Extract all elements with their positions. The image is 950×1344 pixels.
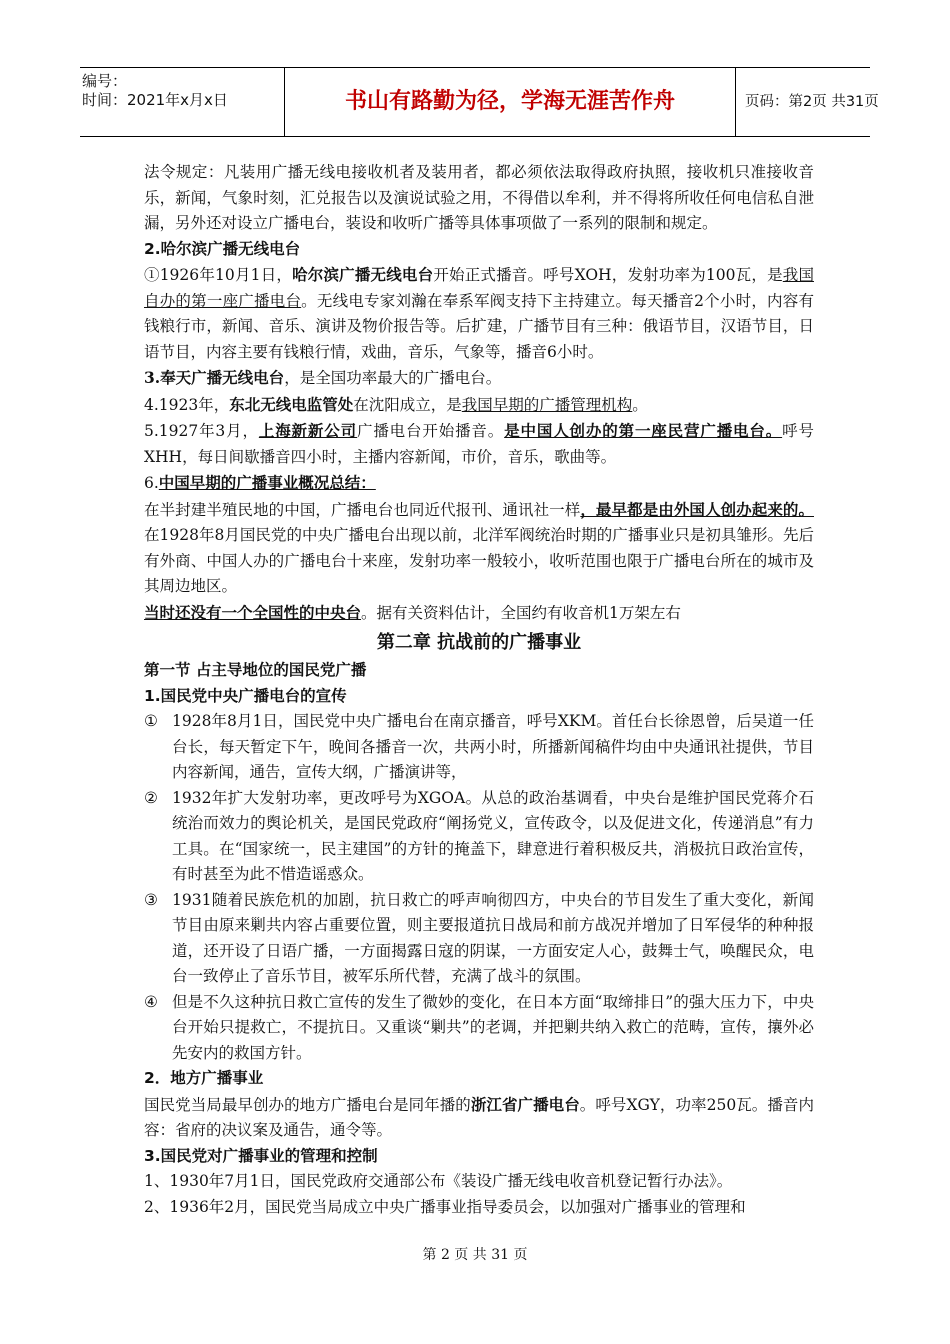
header-page-info: 页码：第2页 共31页: [745, 94, 879, 110]
list-item: ④ 但是不久这种抗日救亡宣传的发生了微妙的变化，在日本方面“取缔排日”的强大压力下，中央台开始只提救亡，不提抗日。又重谈“剿共”的老调，并把剿共纳入救亡的范畴，宣传，攘外必先安内的救国方针。: [144, 992, 814, 1062]
paragraph: 6.中国早期的广播事业概况总结：: [144, 473, 376, 492]
page-footer: 第 2 页 共 31 页: [422, 1247, 528, 1263]
list-item: ③ 1931随着民族危机的加剧，抗日救亡的呼声响彻四方，中央台的节目发生了重大变化，新闻节目由原来剿共内容占重要位置，则主要报道抗日战局和前方战况并增加了日军侵华的种种报道，还开设了日语广播，一方面揭露日寇的阴谋，一方面安定人心，鼓舞士气，唤醒民众，电台一致停止了音乐节目，被军乐所代替，充满了战斗的氛围。: [144, 890, 814, 985]
subheading: 3.国民党对广播事业的管理和控制: [144, 1146, 378, 1165]
paragraph: 5.1927年3月，上海新新公司广播电台开始播音。是中国人创办的第一座民营广播电台。呼号XHH，每日间歇播音四小时，主播内容新闻，市价，音乐，歌曲等。: [144, 421, 814, 466]
paragraph: 在半封建半殖民地的中国，广播电台也同近代报刊、通讯社一样，最早都是由外国人创办起来的。在1928年8月国民党的中央广播电台出现以前，北洋军阀统治时期的广播事业只是初具雏形。先后有外商、中国人办的广播电台十来座，发射功率一般较小，收听范围也限于广播电台所在的城市及其周边地区。: [144, 499, 814, 595]
paragraph: 当时还没有一个全国性的中央台。据有关资料估计，全国约有收音机1万架左右: [144, 602, 681, 622]
section-title: 第一节 占主导地位的国民党广播: [144, 661, 367, 679]
paragraph: 法令规定：凡装用广播无线电接收机者及装用者，都必须依法取得政府执照，接收机只准接收音乐，新闻，气象时刻，汇兑报告以及演说试验之用，不得借以牟利，并不得将所收任何电信私自泄漏，另外还对设立广播电台，装设和收听广播等具体事项做了一系列的限制和规定。: [144, 163, 814, 232]
paragraph: ①1926年10月1日，哈尔滨广播无线电台开始正式播音。呼号XOH，发射功率为100瓦，是我国自办的第一座广播电台。无线电专家刘瀚在奉系军阀支持下主持建立。每天播音2个小时，内容有钱粮行市，新闻、音乐、演讲及物价报告等。后扩建，广播节目有三种：俄语节目，汉语节目，日语节目，内容主要有钱粮行情，戏曲，音乐，气象等，播音6小时。: [144, 265, 814, 361]
list-item: ① 1928年8月1日，国民党中央广播电台在南京播音，呼号XKM。首任台长徐恩曾，后吴道一任台长，每天暂定下午，晚间各播音一次，共两小时，所播新闻稿件均由中央通讯社提供，节目内容新闻，通告，宣传大纲，广播演讲等，: [144, 712, 814, 781]
paragraph: 2、1936年2月，国民党当局成立中央广播事业指导委员会，以加强对广播事业的管理和: [144, 1197, 746, 1216]
subheading: 1.国民党中央广播电台的宣传: [144, 686, 347, 705]
subheading: 2．地方广播事业: [144, 1069, 264, 1087]
chapter-title: 第二章 抗战前的广播事业: [376, 632, 582, 653]
paragraph: 国民党当局最早创办的地方广播电台是同年播的浙江省广播电台。呼号XGY，功率250瓦。播音内容：省府的决议案及通告，通令等。: [144, 1094, 814, 1139]
list-item: ② 1932年扩大发射功率，更改呼号为XGOA。从总的政治基调看，中央台是维护国民党蒋介石统治而效力的舆论机关，是国民党政府“阐扬党义，宣传政令，以及促进文化，传递消息”有力工具。在“国家统一，民主建国”的方针的掩盖下，肆意进行着积极反共，消极抗日政治宣传，有时甚至为此不惜造谣惑众。: [144, 788, 814, 883]
paragraph: 3.奉天广播无线电台，是全国功率最大的广播电台。: [144, 368, 502, 387]
paragraph: 4.1923年，东北无线电监管处在沈阳成立，是我国早期的广播管理机构。: [144, 394, 648, 414]
header-meta: [80, 68, 285, 136]
subheading: 2.哈尔滨广播无线电台: [144, 239, 301, 258]
doc-number-label: 编号：: [82, 72, 128, 90]
header-motto: 书山有路勤为径，学海无涯苦作舟: [285, 68, 736, 136]
page-header: [80, 67, 879, 137]
paragraph: 1、1930年7月1日，国民党政府交通部公布《装设广播无线电收音机登记暂行办法》。: [144, 1172, 733, 1190]
doc-time-label: 时间：2021年x月x日: [82, 91, 228, 109]
document-body: [144, 160, 814, 1220]
